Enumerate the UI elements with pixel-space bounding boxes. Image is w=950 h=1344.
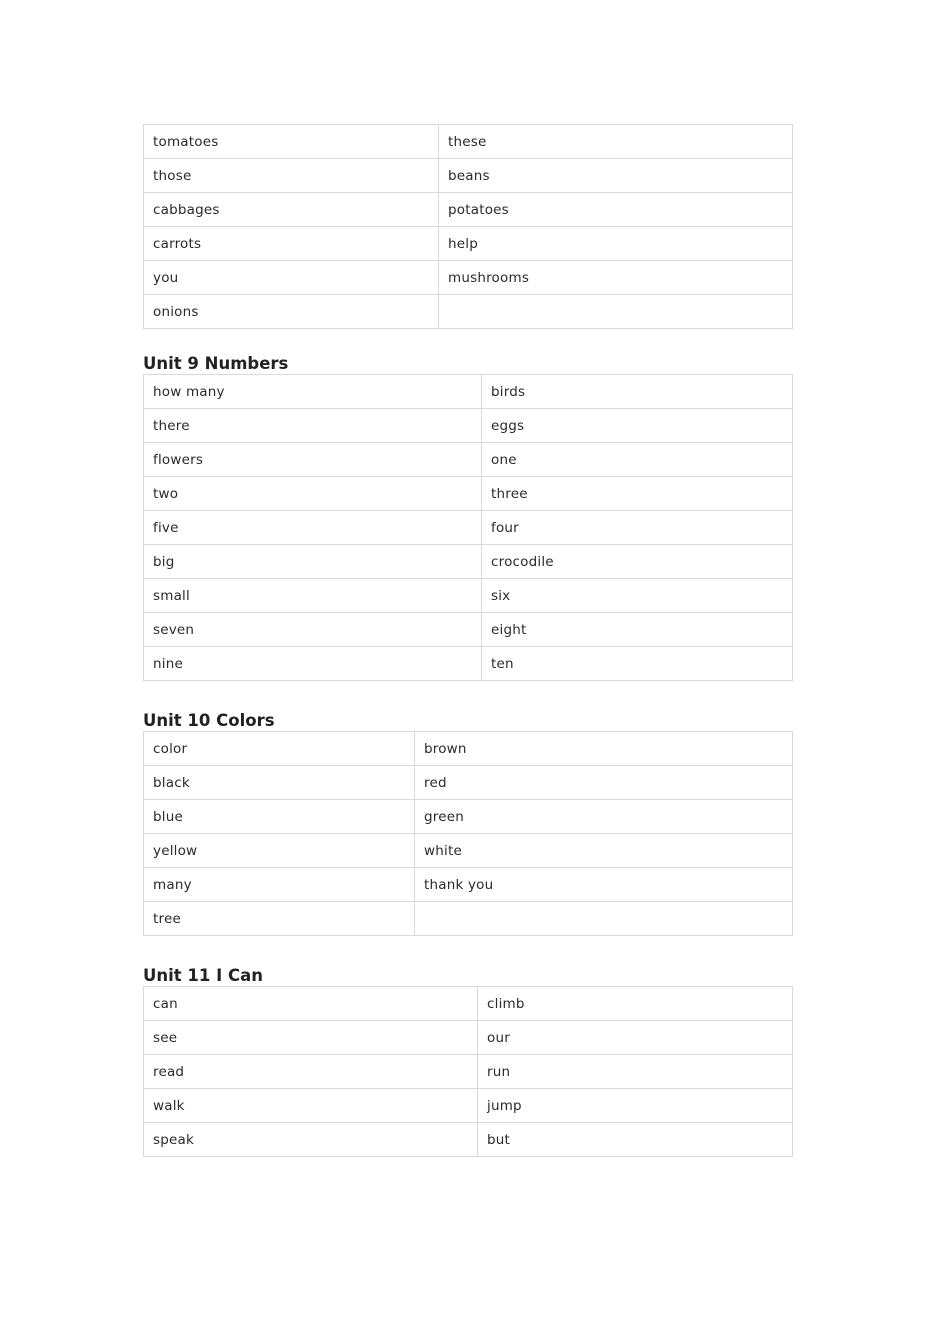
word-cell: red [415, 766, 793, 800]
word-cell: read [144, 1055, 478, 1089]
table-row [144, 159, 793, 193]
table-row [144, 1089, 793, 1123]
word-cell: seven [144, 613, 482, 647]
table-row [144, 902, 793, 936]
vocab-table-unit-11 [143, 986, 793, 1157]
table-row [144, 295, 793, 329]
word-cell: run [478, 1055, 793, 1089]
word-cell: five [144, 511, 482, 545]
table-row [144, 868, 793, 902]
table-row [144, 511, 793, 545]
unit-10-title: Unit 10 Colors [143, 711, 275, 730]
word-cell: climb [478, 987, 793, 1021]
vocab-table-unit-9 [143, 374, 793, 681]
word-cell: beans [439, 159, 793, 193]
empty-cell [439, 295, 793, 329]
word-cell: white [415, 834, 793, 868]
word-cell: jump [478, 1089, 793, 1123]
table-row [144, 987, 793, 1021]
table-row [144, 125, 793, 159]
table-row [144, 227, 793, 261]
word-cell: those [144, 159, 439, 193]
word-cell: can [144, 987, 478, 1021]
word-cell: green [415, 800, 793, 834]
word-cell: mushrooms [439, 261, 793, 295]
word-cell: blue [144, 800, 415, 834]
word-cell: two [144, 477, 482, 511]
word-cell: big [144, 545, 482, 579]
word-cell: onions [144, 295, 439, 329]
word-cell: many [144, 868, 415, 902]
table-row [144, 1123, 793, 1157]
word-cell: speak [144, 1123, 478, 1157]
word-cell: three [482, 477, 793, 511]
word-cell: ten [482, 647, 793, 681]
unit-9-title: Unit 9 Numbers [143, 354, 289, 373]
table-row [144, 375, 793, 409]
vocab-table-vegetables [143, 124, 793, 329]
word-cell: but [478, 1123, 793, 1157]
table-row [144, 545, 793, 579]
table-row [144, 1055, 793, 1089]
word-cell: tomatoes [144, 125, 439, 159]
word-cell: there [144, 409, 482, 443]
word-cell: our [478, 1021, 793, 1055]
empty-cell [415, 902, 793, 936]
word-cell: brown [415, 732, 793, 766]
unit-11-title: Unit 11 I Can [143, 966, 264, 985]
table-row [144, 409, 793, 443]
word-cell: you [144, 261, 439, 295]
table-row [144, 732, 793, 766]
table-row [144, 834, 793, 868]
word-cell: help [439, 227, 793, 261]
word-cell: eggs [482, 409, 793, 443]
word-cell: one [482, 443, 793, 477]
table-row [144, 193, 793, 227]
table-row [144, 261, 793, 295]
vocab-table-unit-10 [143, 731, 793, 936]
word-cell: color [144, 732, 415, 766]
word-cell: how many [144, 375, 482, 409]
table-row [144, 613, 793, 647]
word-cell: flowers [144, 443, 482, 477]
word-cell: small [144, 579, 482, 613]
word-cell: eight [482, 613, 793, 647]
table-row [144, 443, 793, 477]
word-cell: six [482, 579, 793, 613]
table-row [144, 647, 793, 681]
table-row [144, 766, 793, 800]
table-row [144, 800, 793, 834]
table-row [144, 477, 793, 511]
word-cell: cabbages [144, 193, 439, 227]
word-cell: carrots [144, 227, 439, 261]
word-cell: yellow [144, 834, 415, 868]
table-row [144, 1021, 793, 1055]
word-cell: these [439, 125, 793, 159]
word-cell: black [144, 766, 415, 800]
word-cell: birds [482, 375, 793, 409]
word-cell: four [482, 511, 793, 545]
word-cell: walk [144, 1089, 478, 1123]
word-cell: thank you [415, 868, 793, 902]
word-cell: tree [144, 902, 415, 936]
word-cell: nine [144, 647, 482, 681]
word-cell: crocodile [482, 545, 793, 579]
word-cell: potatoes [439, 193, 793, 227]
word-cell: see [144, 1021, 478, 1055]
vocabulary-page [143, 124, 792, 1157]
table-row [144, 579, 793, 613]
